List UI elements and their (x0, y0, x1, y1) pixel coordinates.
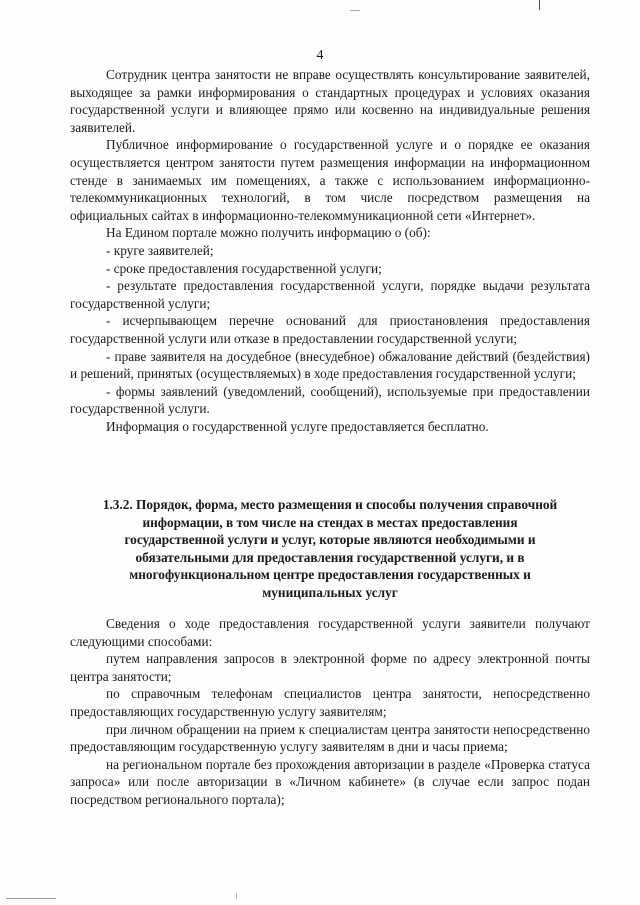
paragraph: путем направления запросов в электронной форме по адресу электронной почты центра занятости; (70, 651, 590, 684)
top-text-block (70, 66, 590, 435)
paragraph: На Едином портале можно получить информацию о (об): (106, 225, 431, 241)
list-item: - праве заявителя на досудебное (внесудебное) обжалование действий (бездействия) и решений, принятых (осуществляемых) в ходе предоставления государственной услуги; (70, 348, 590, 382)
paragraph: Публичное информирование о государственной услуге и о порядке ее оказания осуществляется центром занятости путем размещения информации на информационном стенде в занимаемых им помещениях, а также с использованием информационно-телекоммуникационных технологий, в том числе посредством размещения на официальных сайтах в информационно-телекоммуникационной сети «Интернет». (70, 137, 590, 223)
heading-line: информации, в том числе на стендах в местах предоставления (142, 514, 518, 530)
page-number: 4 (316, 48, 324, 63)
bottom-text-block (70, 615, 590, 809)
heading-line: обязательными для предоставления государственной услуги, и в (135, 549, 525, 565)
heading-line: государственной услуги и услуг, которые являются необходимыми и (124, 532, 536, 548)
paragraph: Сотрудник центра занятости не вправе осуществлять консультирование заявителей, выходящее за рамки информирования о стандартных процедурах и условиях оказания государственной услуги и влияющее прямо или косвенно на индивидуальные решения заявителей. (70, 67, 590, 135)
paragraph: при личном обращении на прием к специалистам центра занятости непосредственно предоставляющим государственную услугу заявителям в дни и часы приема; (70, 721, 590, 755)
list-item: - результате предоставления государственной услуги, порядке выдачи результата государственной услуги; (70, 278, 590, 311)
scan-artifact-dots (350, 10, 360, 11)
heading-line: муниципальных услуг (262, 584, 398, 600)
heading-line: 1.3.2. Порядок, форма, место размещения и способы получения справочной (102, 497, 558, 512)
list-item: - сроке предоставления государственной услуги; (106, 260, 382, 276)
list-item: - формы заявлений (уведомлений, сообщений), используемые при предоставлении государственной услуги. (70, 383, 590, 417)
list-item: - исчерпывающем перечне оснований для приостановления предоставления государственной услуги или отказе в предоставлении государственной услуги; (70, 313, 590, 346)
section-heading (70, 496, 590, 602)
scan-artifact-top (539, 0, 540, 10)
scan-artifact-bottom (6, 898, 56, 899)
paragraph: на региональном портале без прохождения авторизации в разделе «Проверка статуса запроса» или после авторизации в «Личном кабинете» (в случае если запрос подан посредством регионального портала); (70, 756, 590, 807)
scan-artifact-bottom-mid (236, 893, 237, 899)
paragraph: Сведения о ходе предоставления государственной услуги заявители получают следующими способами: (70, 616, 590, 649)
list-item: - круге заявителей; (106, 242, 214, 258)
paragraph: Информация о государственной услуге предоставляется бесплатно. (106, 418, 489, 434)
heading-line: многофункциональном центре предоставления государственных и (129, 567, 531, 583)
paragraph: по справочным телефонам специалистов центра занятости, непосредственно предоставляющих государственную услугу заявителям; (70, 686, 590, 719)
